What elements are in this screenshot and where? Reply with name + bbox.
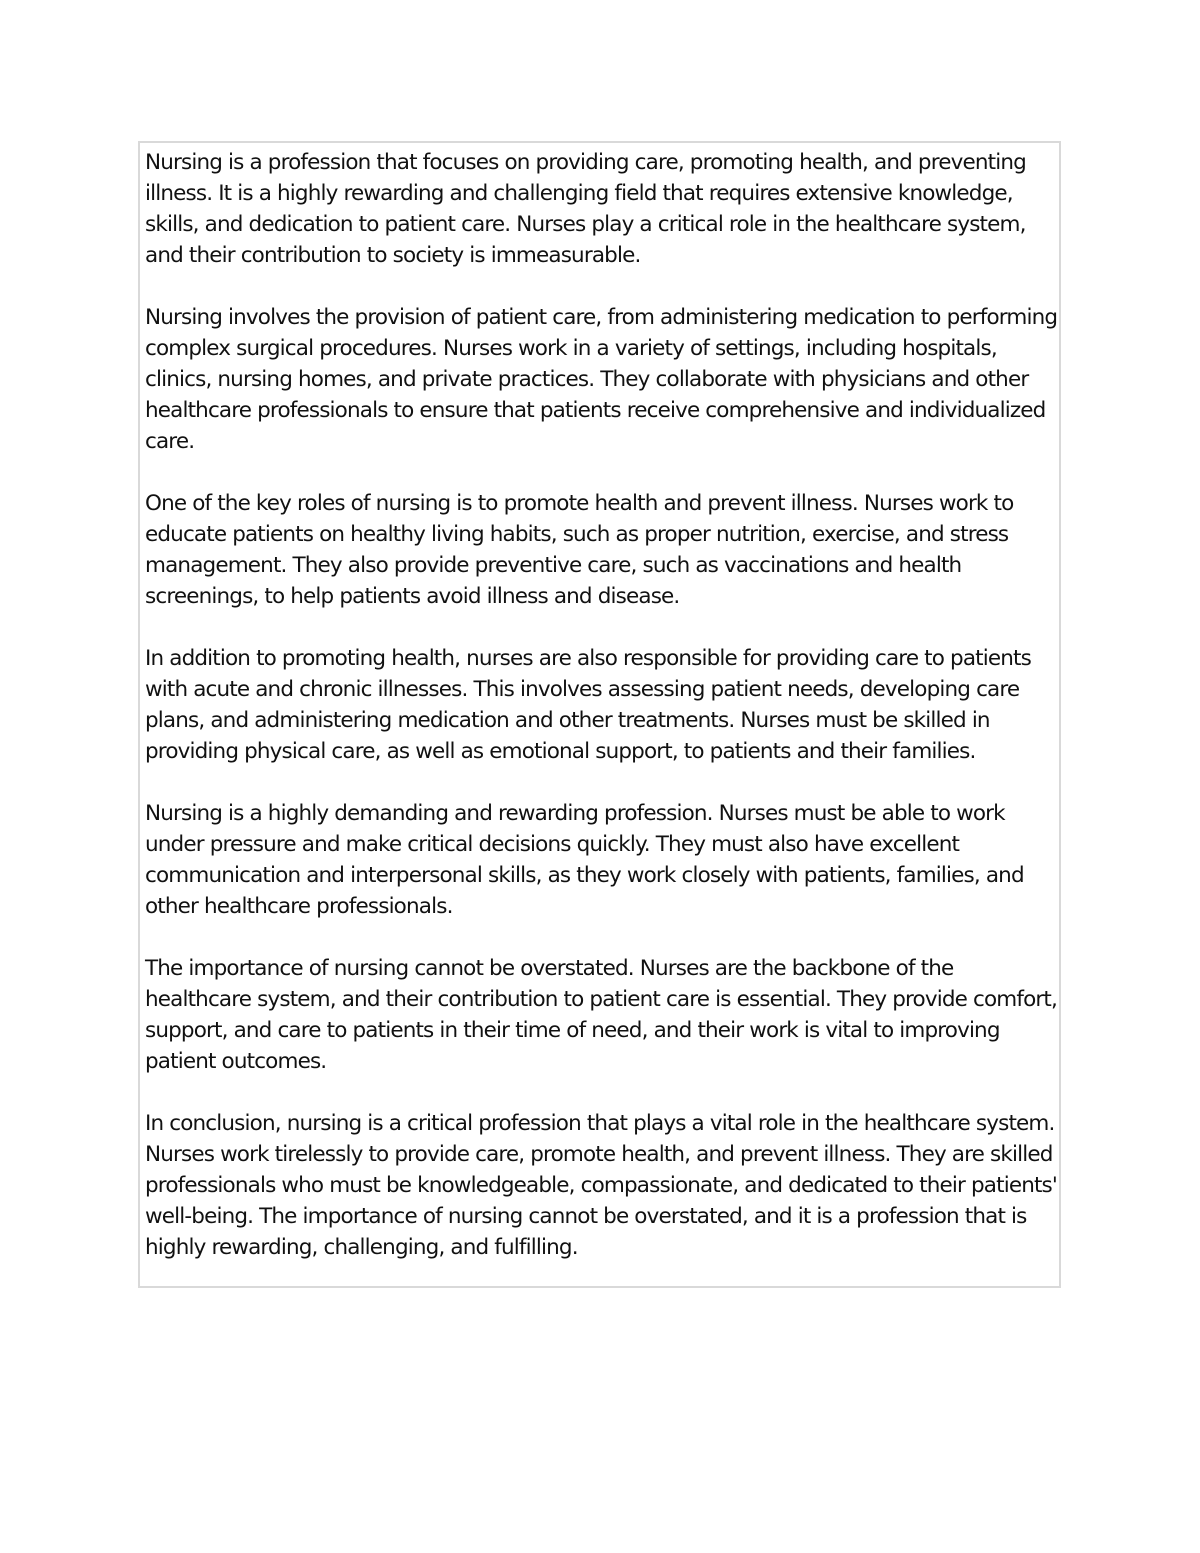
- paragraph-2: Nursing involves the provision of patient care, from administering medication to performing complex surgical procedures. Nurses work in a variety of settings, including hospitals, clinics, nursing homes, and private practices. They collaborate with physicians and other healthcare professionals to ensure that patients receive comprehensive and individualized care.: [145, 305, 1058, 454]
- paragraph-1: Nursing is a profession that focuses on providing care, promoting health, and preventing illness. It is a highly rewarding and challenging field that requires extensive knowledge, skills, and dedication to patient care. Nurses play a critical role in the healthcare system, and their contribution to society is immeasurable.: [145, 150, 1026, 268]
- paragraph-7: In conclusion, nursing is a critical profession that plays a vital role in the healthcare system. Nurses work tirelessly to provide care, promote health, and prevent illness. They are skilled professionals who must be knowledgeable, compassionate, and dedicated to their patients' well-being. The importance of nursing cannot be overstated, and it is a profession that is highly rewarding, challenging, and fulfilling.: [145, 1111, 1057, 1260]
- paragraph-5: Nursing is a highly demanding and rewarding profession. Nurses must be able to work under pressure and make critical decisions quickly. They must also have excellent communication and interpersonal skills, as they work closely with patients, families, and other healthcare professionals.: [145, 801, 1024, 919]
- paragraph-6: The importance of nursing cannot be overstated. Nurses are the backbone of the healthcare system, and their contribution to patient care is essential. They provide comfort, support, and care to patients in their time of need, and their work is vital to improving patient outcomes.: [145, 956, 1057, 1074]
- paragraph-3: One of the key roles of nursing is to promote health and prevent illness. Nurses work to educate patients on healthy living habits, such as proper nutrition, exercise, and stress management. They also provide preventive care, such as vaccinations and health screenings, to help patients avoid illness and disease.: [145, 491, 1014, 609]
- essay-text-box: [138, 141, 1061, 1288]
- paragraph-4: In addition to promoting health, nurses are also responsible for providing care to patients with acute and chronic illnesses. This involves assessing patient needs, developing care plans, and administering medication and other treatments. Nurses must be skilled in providing physical care, as well as emotional support, to patients and their families.: [145, 646, 1031, 764]
